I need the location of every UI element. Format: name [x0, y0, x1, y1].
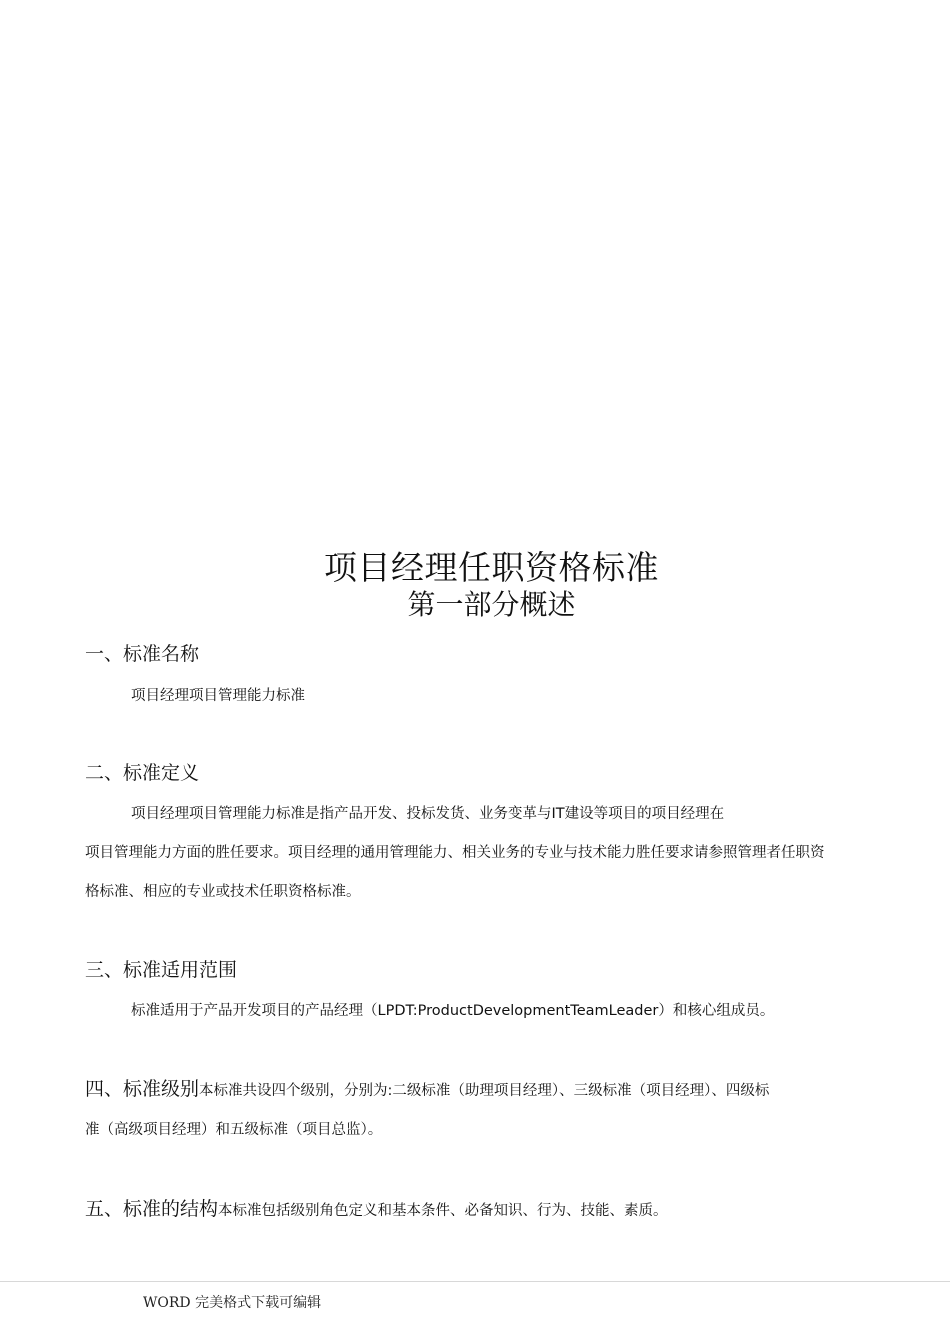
section-body-levels-line-1: 本标准共设四个级别，分别为:二级标准（助理项目经理）、三级标准（项目经理）、四级标	[199, 1083, 770, 1099]
document-title: 项目经理任职资格标准	[324, 548, 659, 587]
section-heading-structure-label: 五、标准的结构	[85, 1198, 219, 1220]
section-heading-scope: 三、标准适用范围	[85, 959, 238, 981]
section-body-levels-line-2: 准（高级项目经理）和五级标准（项目总监）。	[85, 1122, 383, 1138]
section-body-structure: 本标准包括级别角色定义和基本条件、必备知识、行为、技能、素质。	[218, 1203, 668, 1219]
section-body-definition-line-3: 格标准、相应的专业或技术任职资格标准。	[85, 884, 361, 900]
section-body-definition-line-1: 项目经理项目管理能力标准是指产品开发、投标发货、业务变革与IT建设等项目的项目经理在	[131, 806, 725, 822]
section-heading-levels	[85, 1076, 769, 1104]
footer-note: WORD 完美格式下载可编辑	[143, 1295, 322, 1311]
section-heading-name: 一、标准名称	[85, 643, 200, 665]
section-body-scope: 标准适用于产品开发项目的产品经理（LPDT:ProductDevelopmentTeamLeader）和核心组成员。	[131, 1003, 775, 1019]
section-body-definition-line-2: 项目管理能力方面的胜任要求。项目经理的通用管理能力、相关业务的专业与技术能力胜任要求请参照管理者任职资	[85, 845, 825, 861]
section-body-name: 项目经理项目管理能力标准	[131, 688, 305, 704]
footer-divider	[0, 1281, 950, 1282]
part-title: 第一部分概述	[407, 588, 576, 621]
section-heading-definition: 二、标准定义	[85, 762, 200, 784]
section-heading-levels-label: 四、标准级别	[85, 1078, 200, 1100]
section-heading-structure	[85, 1196, 668, 1224]
